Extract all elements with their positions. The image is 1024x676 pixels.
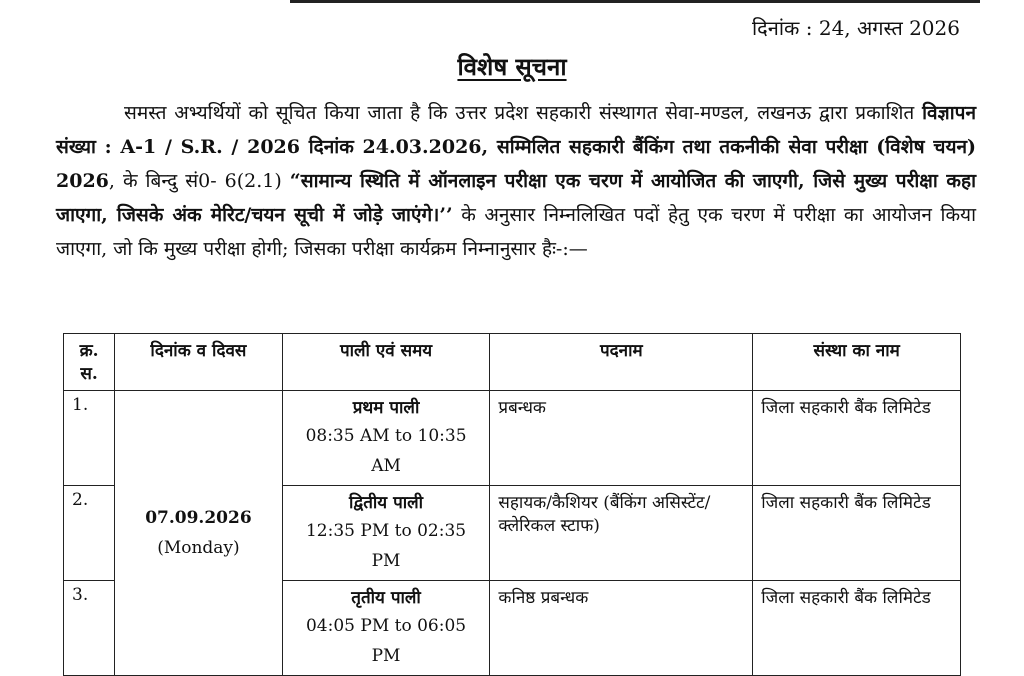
exam-day: (Monday) — [157, 538, 240, 558]
shift-name: प्रथम पाली — [352, 398, 420, 418]
notice-title: विशेष सूचना — [457, 52, 567, 81]
shift-name: द्वितीय पाली — [349, 493, 424, 513]
table-row — [64, 391, 961, 486]
shift-cell — [282, 391, 490, 486]
exam-schedule-table — [63, 333, 961, 676]
organization-name: जिला सहकारी बैंक लिमिटेड — [753, 581, 961, 676]
header-organization: संस्था का नाम — [753, 334, 961, 391]
organization-name: जिला सहकारी बैंक लिमिटेड — [753, 486, 961, 581]
quoted-clause: “सामान्य स्थिति में ऑनलाइन परीक्षा एक चरण में आयोजित की जाएगी, जिसे मुख्य परीक्षा कहा जाएगा, जिसके अंक मेरिट/चयन सूची में जोड़े जाएंगे।’’ — [56, 170, 976, 226]
shift-time: 12:35 PM to 02:35 PM — [305, 521, 467, 571]
row-serial: 2. — [64, 486, 115, 581]
shift-time: 08:35 AM to 10:35 AM — [305, 426, 467, 476]
row-serial: 3. — [64, 581, 115, 676]
post-name: कनिष्ठ प्रबन्धक — [490, 581, 753, 676]
shift-time: 04:05 PM to 06:05 PM — [305, 616, 467, 666]
header-serial: क्र. स. — [64, 334, 115, 391]
notice-text-part3: के अनुसार निम्नलिखित पदों हेतु एक चरण में परीक्षा का आयोजन किया जाएगा, जो कि मुख्य परीक्षा होगी; जिसका परीक्षा कार्यक्रम निम्नानुसार हैः-:— — [56, 204, 976, 260]
table-header-row — [64, 334, 961, 391]
post-name: प्रबन्धक — [490, 391, 753, 486]
shift-name: तृतीय पाली — [351, 588, 421, 608]
notice-text-part2: , के बिन्दु सं0- 6(2.1) — [108, 170, 290, 192]
exam-date: 07.09.2026 — [145, 508, 252, 528]
post-name: सहायक/कैशियर (बैंकिंग असिस्टेंट/क्लेरिकल स्टाफ) — [490, 486, 753, 581]
organization-name: जिला सहकारी बैंक लिमिटेड — [753, 391, 961, 486]
notice-heading — [0, 50, 1024, 83]
shift-cell — [282, 581, 490, 676]
header-shift-time: पाली एवं समय — [282, 334, 490, 391]
top-border-line — [290, 0, 980, 3]
advertisement-reference: विज्ञापन संख्या : A-1 / S.R. / 2026 दिनांक 24.03.2026, सम्मिलित सहकारी बैंकिंग तथा तकनीकी सेवा परीक्षा (विशेष चयन) 2026 — [56, 102, 976, 192]
notice-paragraph — [56, 96, 976, 266]
notice-date: दिनांक : 24, अगस्त 2026 — [751, 16, 960, 40]
header-date-day: दिनांक व दिवस — [115, 334, 283, 391]
row-serial: 1. — [64, 391, 115, 486]
notice-text-part1: समस्त अभ्यर्थियों को सूचित किया जाता है कि उत्तर प्रदेश सहकारी संस्थागत सेवा-मण्डल, लखनऊ द्वारा प्रकाशित — [124, 102, 923, 124]
header-post: पदनाम — [490, 334, 753, 391]
exam-date-cell — [115, 391, 283, 676]
shift-cell — [282, 486, 490, 581]
